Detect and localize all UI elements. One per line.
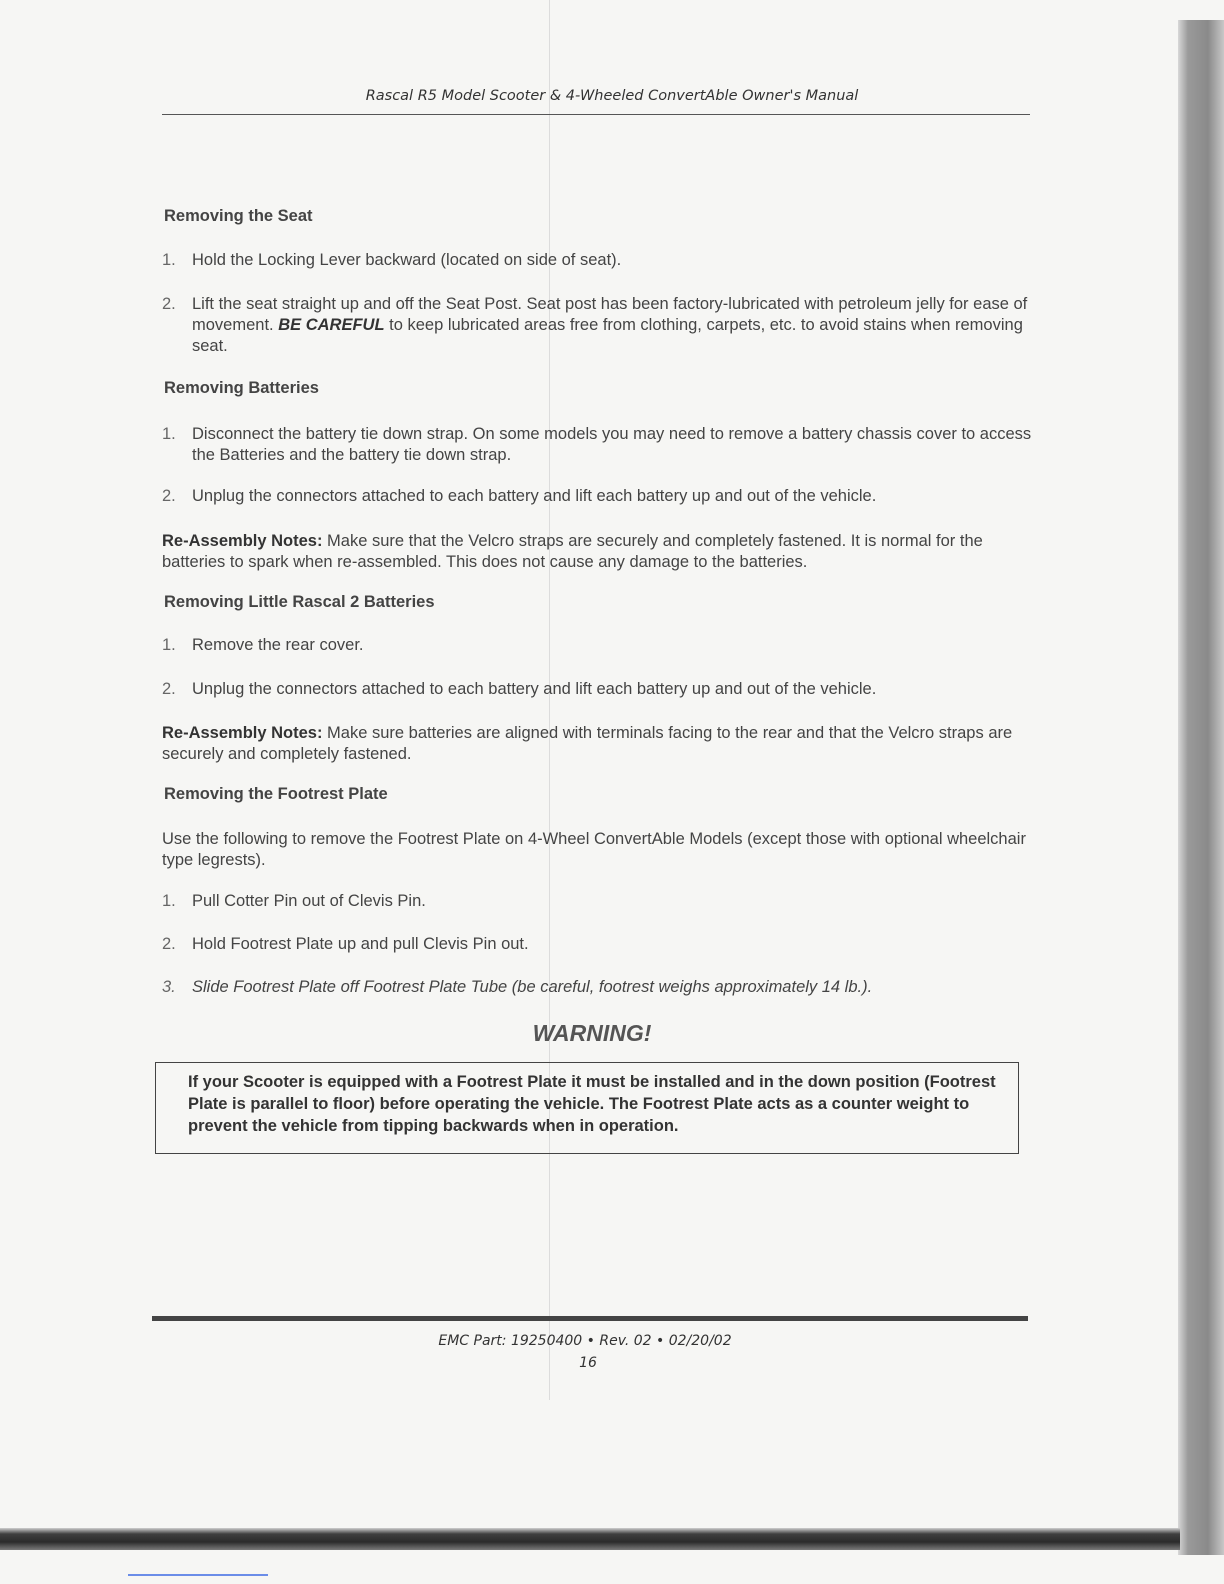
step-number: 2. [162, 680, 176, 698]
step-number: 2. [162, 295, 176, 313]
footrest-step-1 [162, 891, 1032, 912]
step-number: 3. [162, 978, 176, 996]
seat-step-2 [162, 294, 1032, 357]
step-text [192, 294, 1032, 357]
step-text: Slide Footrest Plate off Footrest Plate Tube (be careful, footrest weighs approximately 14 lb.). [192, 978, 873, 996]
step-text: Hold Footrest Plate up and pull Clevis Pin out. [192, 935, 529, 953]
warning-title: WARNING! [532, 1020, 652, 1046]
step-number: 1. [162, 892, 176, 910]
notes-text: Make sure that the Velcro straps are securely and completely fastened. It is normal for the batteries to spark when re-assembled. This does not cause any damage to the batteries. [162, 532, 983, 571]
step-text: Disconnect the battery tie down strap. On some models you may need to remove a battery chassis cover to access the Batteries and the battery tie down strap. [192, 425, 1032, 464]
footer-part-number: EMC Part: 19250400 • Rev. 02 • 02/20/02 [438, 1333, 732, 1349]
notes-text: Make sure batteries are aligned with terminals facing to the rear and that the Velcro straps are securely and completely fastened. [162, 724, 1013, 763]
scan-edge-right [1178, 20, 1224, 1555]
heading-removing-batteries: Removing Batteries [164, 379, 319, 397]
footer-rule [152, 1316, 1028, 1321]
little-rascal-step-2 [162, 679, 1032, 700]
warning-box [155, 1062, 1019, 1154]
little-rascal-step-1 [162, 635, 1032, 656]
step-number: 2. [162, 487, 176, 505]
step-number: 1. [162, 251, 176, 269]
scan-edge-bottom [0, 1528, 1180, 1550]
warning-text: If your Scooter is equipped with a Footrest Plate it must be installed and in the down position (Footrest Plate is parallel to floor) before operating the vehicle. The Footrest Plate acts as a counter weight to prevent the vehicle from tipping backwards when in operation. [188, 1073, 996, 1135]
heading-removing-seat: Removing the Seat [164, 207, 313, 225]
step-text-b: to keep lubricated areas free from clothing, carpets, etc. to avoid stains when removing seat. [192, 316, 1023, 355]
footrest-intro: Use the following to remove the Footrest Plate on 4-Wheel ConvertAble Models (except those with optional wheelchair type legrests). [162, 830, 1026, 869]
step-text: Hold the Locking Lever backward (located on side of seat). [192, 251, 622, 269]
footrest-step-3 [162, 977, 1032, 998]
heading-removing-footrest-plate: Removing the Footrest Plate [164, 785, 388, 803]
heading-removing-little-rascal-batteries: Removing Little Rascal 2 Batteries [164, 593, 435, 611]
page-number: 16 [579, 1355, 597, 1371]
batteries-reassembly-notes [162, 531, 1032, 573]
step-number: 2. [162, 935, 176, 953]
step-number: 1. [162, 425, 176, 443]
batteries-step-2 [162, 486, 1032, 507]
step-text: Unplug the connectors attached to each battery and lift each battery up and out of the vehicle. [192, 487, 877, 505]
step-text: Unplug the connectors attached to each battery and lift each battery up and out of the vehicle. [192, 680, 877, 698]
step-text: Remove the rear cover. [192, 636, 364, 654]
header-title: Rascal R5 Model Scooter & 4-Wheeled ConvertAble Owner's Manual [365, 88, 859, 104]
little-rascal-reassembly-notes [162, 723, 1032, 765]
batteries-step-1 [162, 424, 1032, 466]
step-text-a: Lift the seat straight up and off the Seat Post. Seat post has been factory-lubricated with petroleum jelly for ease of movement. [192, 295, 1028, 334]
scan-mark [128, 1574, 268, 1576]
seat-step-1 [162, 250, 1032, 271]
step-number: 1. [162, 636, 176, 654]
step-text: Pull Cotter Pin out of Clevis Pin. [192, 892, 426, 910]
notes-label: Re-Assembly Notes: [162, 724, 323, 742]
notes-label: Re-Assembly Notes: [162, 532, 323, 550]
page-fold-line [549, 0, 550, 1400]
be-careful-emphasis: BE CAREFUL [278, 316, 385, 334]
footrest-step-2 [162, 934, 1032, 955]
header-rule [162, 114, 1030, 115]
